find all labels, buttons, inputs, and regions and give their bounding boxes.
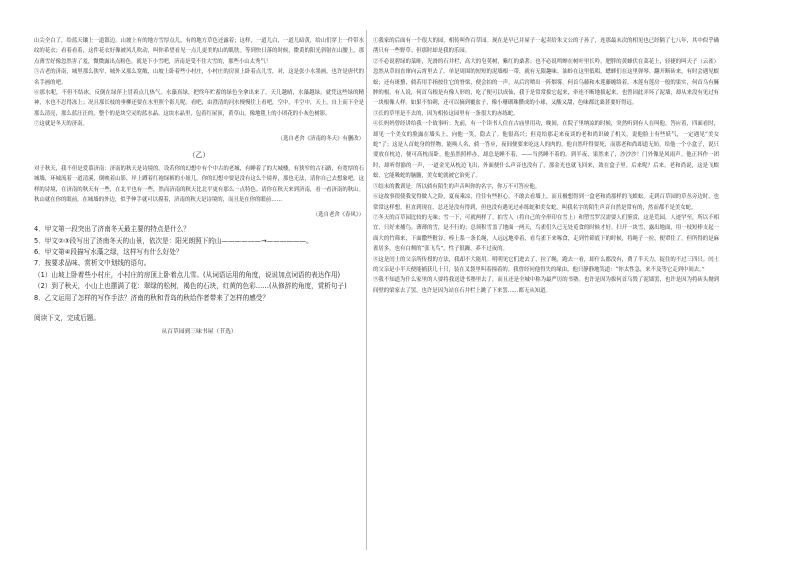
column-divider xyxy=(366,30,367,550)
question-item: 5．甲文②③段写出了济南冬天的山景，依次是：阳光朗照下的山——————→——————。 xyxy=(34,236,313,245)
passage-paragraph: ⑥这故事很使我觉得做人之险，夏夜乘凉，往往有些担心，不敢去看墙上，而且极想得到一盒老和尚那样的飞蜈蚣。走到百草园的草丛旁边时，也常常这样想。但直到现在，总还是没有得到，但也没有遇见过赤练蛇和美女蛇。叫我名字的陌生声音自然是常有的，然而都不是美女蛇。 xyxy=(373,194,719,211)
passage-paragraph: ⑤结末的教训是：所以倘有陌生的声音叫你的名字，你万不可答应他。 xyxy=(373,183,541,190)
question-item: 4．甲文第一段突出了济南冬天最主要的特点是什么？ xyxy=(34,225,190,234)
source-note-b: （选自老舍《春风》） xyxy=(312,211,364,218)
passage-b-paragraph: 对于秋天，我不但是爱慕济南：济南的秋天是诗境的。设若你的幻想中有个中古的老城，有睡着了的大城楼，有狭窄的古石路，有宽厚的石城墙，环城流着一道清溪，倒映着山影，岸上蹲着红袍绿裤的小妞儿。你的幻想中要是没有这么个境界，那也无法，请你自己去想象吧。这样的诗境，在济南的秋天有一些，在北平也有一些，然而济南的秋天比北平更有那么一点特色。请你在秋天来到济南，看一看济南的秋山。秋山就在你的眼前，在城墙的外边，似乎伸手就可以摸着，济南的秋天是诗境的，而且是在你的眼前…… xyxy=(34,166,364,204)
passage-paragraph: ①我家的后面有一个很大的园，相传叫作百草园。现在是早已并屋子一起卖给朱文公的子孙了，连那最末次的相见也已经隔了七八年，其中似乎确凿只有一些野草；但那时却是我的乐园。 xyxy=(373,38,719,55)
question-item: 7．按要求品味、赏析文中划线的语句。 xyxy=(34,259,151,268)
passage-paragraph: ⑨我不知道为什么家里的人要将我送进书塾里去了，而且还是全城中称为最严厉的书塾。也许是因为拔何首乌毁了泥墙罢，也许是因为将砖头抛到间壁的梁家去了罢，也许是因为站在石井栏上跳了下来罢……都无从知道。 xyxy=(373,277,719,294)
section-b-heading: （乙） xyxy=(188,151,210,160)
passage-paragraph: ⑧这是闰土的父亲所传授的方法，我却不大能用。明明见它们进去了，拉了绳，跑去一看，却什么都没有，费了半天力，捉住的不过三四只。闰土的父亲是小半天便能捕获几十只，装在叉袋里叫着撞着的。我曾经问他得失的缘由，他只静静地笑道：“你太性急，来不及等它走到中间去。” xyxy=(373,256,719,273)
question-item: 8．乙文运用了怎样的写作手法？济南的秋和青岛的秋给作者带来了怎样的感受？ xyxy=(34,293,269,302)
passage-a-paragraph: ⑦这就是冬天的济南。 xyxy=(34,121,88,128)
right-column xyxy=(373,36,719,296)
next-passage-title: 从百草园到三味书屋（节选） xyxy=(161,328,237,335)
left-column xyxy=(34,36,364,338)
passage-a-paragraph: 山尖全白了，给蓝天镶上一道银边。山坡上有的地方雪厚点儿，有的地方草色还露着；这样，一道儿白，一道儿暗黄，给山们穿上一件带水纹的花衣；看着看着，这件花衣好像被风儿吹动，叫你希望看见一点儿更美的山的肌肤。等到快日落的时候，微黄的阳光斜射在山腰上，那点薄雪好像忽然害了羞，微微露出点粉色。就是下小雪吧，济南是受不住大雪的，那些小山太秀气！ xyxy=(34,38,364,65)
question-item: 6．甲文第④段描写水藻之绿，这样写有什么好处？ xyxy=(34,247,183,256)
reading-lead: 阅读下文，完成后题。 xyxy=(34,313,100,322)
passage-a-paragraph: ⑤古老的济南，城里那么狭窄，城外又那么宽敞，山坡上卧着些小村庄，小村庄的房顶上卧着点儿雪，对，这是张小水墨画，也许是唐代的名手画的吧。 xyxy=(34,69,364,86)
passage-paragraph: ③长的草里是不去的，因为相传这园里有一条很大的赤练蛇。 xyxy=(373,110,519,117)
passage-paragraph: ④长妈妈曾经讲给我一个故事听：先前，有一个读书人住在古庙里用功，晚间，在院子里纳凉的时候，突然听到有人在叫他。答应着，四面看时，却见一个美女的脸露在墙头上，向他一笑，隐去了。他很高兴；但竟给那走来夜谈的老和尚识破了机关。说他脸上有些妖气，一定遇见“美女蛇”了；这是人首蛇身的怪物，能唤人名，倘一答应，夜间便要来吃这人的肉的。他自然吓得要死，而那老和尚却道无妨，给他一个小盒子，说只要放在枕边，便可高枕而卧。他虽然照样办，却总是睡不着，——当然睡不着的。到半夜，果然来了，沙沙沙！门外像是风雨声。他正抖作一团时，却听得豁的一声，一道金光从枕边飞出，外面便什么声音也没有了，那金光也就飞回来，敛在盒子里。后来呢？后来，老和尚说，这是飞蜈蚣，它能吸蛇的脑髓，美女蛇就被它治死了。 xyxy=(373,121,719,180)
passage-a-paragraph: ⑥那水呢，不但不结冰，反倒在绿萍上冒着点儿热气。水藻真绿，把终年贮蓄的绿色全拿出来了。天儿越晴，水藻越绿，就凭这些绿的精神，水也不忍得冻上；况且那长枝的垂柳还要在水里照个影儿呢。看吧，由澄清的河水慢慢往上看吧，空中，半空中，天上，自上而下全是那么清亮，那么蓝汪汪的，整个的是块空灵的蓝水晶。这块水晶里，包着红屋顶，黄草山，像地毯上的小团花的小灰色树影。 xyxy=(34,90,364,117)
passage-paragraph: ②不必说碧绿的菜畦，光滑的石井栏，高大的皂荚树，紫红的桑葚；也不必说鸣蝉在树叶里长吟，肥胖的黄蜂伏在菜花上，轻捷的叫天子（云雀）忽然从草间直窜向云霄里去了。单是周围的短短的泥墙根一带，就有无限趣味。油蛉在这里低唱，蟋蟀们在这里弹琴。翻开断砖来，有时会遇见蜈蚣；还有斑蝥，倘若用手指按住它的脊梁，便会拍的一声，从后窍喷出一阵烟雾。何首乌藤和木莲藤缠络着，木莲有莲房一般的果实，何首乌有臃肿的根。有人说，何首乌根是有像人形的，吃了便可以成仙，我于是常常拔它起来，牵连不断地拔起来，也曾因此弄坏了泥墙，却从来没有见过有一块根像人样。如果不怕刺，还可以摘到覆盆子，像小珊瑚珠攒成的小球，又酸又甜，色味都比桑葚要好得远。 xyxy=(373,58,719,107)
source-note-a: （选自老舍《济南的冬天》有删改） xyxy=(277,135,364,142)
question-item: （1）山坡上卧着些小村庄，小村庄的房顶上卧着点儿雪。(从词语运用的角度，说说加点词语的表达作用) xyxy=(34,270,341,279)
question-item: （2）到了秋天，小山上也摆满了花：翠绿的松树，褐色的石块，红黄的色彩……(从修辞的角度，赏析句子) xyxy=(34,282,347,291)
passage-paragraph: ⑦冬天的百草园比较的无味；雪一下，可就两样了。拍雪人（将自己的全形印在雪上）和塑雪罗汉需要人们鉴赏，这是荒园，人迹罕至，所以不相宜，只好来捕鸟。薄薄的雪，是不行的；总须积雪盖了地面一两天，鸟雀们久已无处觅食的时候才好。扫开一块雪，露出地面，用一枝短棒支起一面大的竹筛来，下面撒些秕谷，棒上系一条长绳，人远远地牵着，看鸟雀下来啄食，走到竹筛底下的时候，将绳子一拉，便罩住了。但所得的是麻雀居多，也有白颊的“张飞鸟”，性子很躁，养不过夜的。 xyxy=(373,214,719,253)
